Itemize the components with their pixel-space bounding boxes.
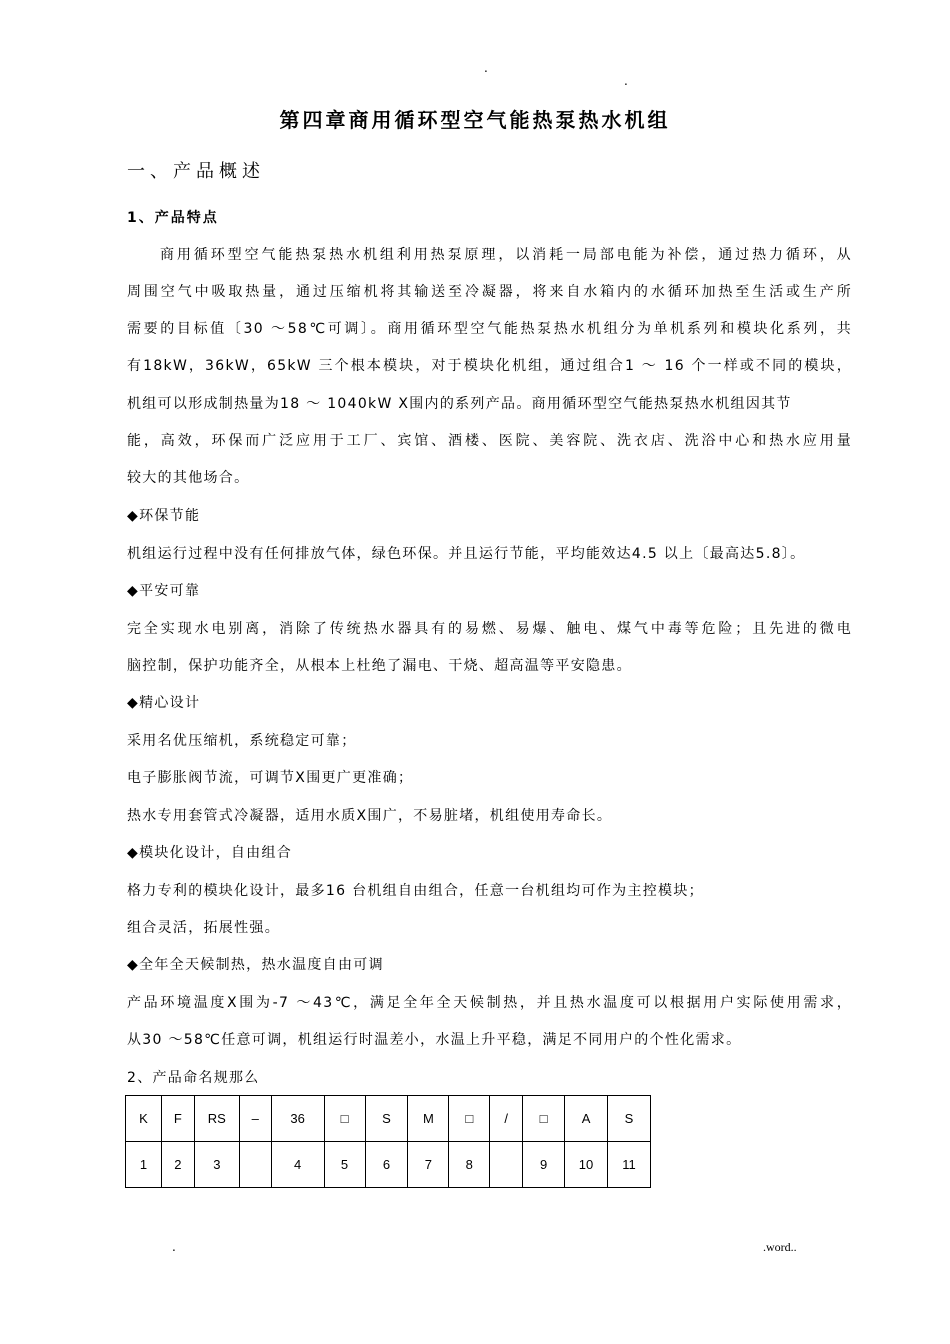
naming-table-row-codes xyxy=(126,1096,651,1142)
table-cell: 10 xyxy=(565,1142,608,1188)
table-cell xyxy=(239,1142,271,1188)
table-cell: S xyxy=(607,1096,650,1142)
table-cell: 9 xyxy=(523,1142,565,1188)
feature-text: 格力专利的模块化设计，最多16 台机组自由组合，任意一台机组均可作为主控模块； xyxy=(127,883,704,899)
footer-dot: . xyxy=(172,1240,176,1254)
table-cell: / xyxy=(490,1096,523,1142)
page-title: 第四章商用循环型空气能热泵热水机组 xyxy=(279,108,671,132)
table-cell: 4 xyxy=(271,1142,324,1188)
header-dot-right: . xyxy=(624,74,628,88)
intro-line: 周围空气中吸取热量，通过压缩机将其输送至冷凝器，将来自水箱内的水循环加热至生活或生产所 xyxy=(127,284,852,300)
feature-title-eco: ◆环保节能 xyxy=(127,508,201,524)
table-cell: □ xyxy=(523,1096,565,1142)
naming-table-row-indices xyxy=(126,1142,651,1188)
table-cell: □ xyxy=(324,1096,365,1142)
table-cell: 1 xyxy=(126,1142,162,1188)
feature-text: 从30 ～58℃任意可调，机组运行时温差小，水温上升平稳，满足不同用户的个性化需求。 xyxy=(127,1032,742,1048)
intro-line: 能，高效，环保而广泛应用于工厂、宾馆、酒楼、医院、美容院、洗衣店、洗浴中心和热水应用量 xyxy=(127,433,852,449)
table-cell: 11 xyxy=(607,1142,650,1188)
subsection-heading-naming: 2、产品命名规那么 xyxy=(127,1070,260,1086)
feature-text: 电子膨胀阀节流，可调节X围更广更准确； xyxy=(127,770,414,786)
feature-title-modular: ◆模块化设计，自由组合 xyxy=(127,845,293,861)
feature-title-safety: ◆平安可靠 xyxy=(127,583,201,599)
intro-line: 有18kW，36kW，65kW 三个根本模块，对于模块化机组，通过组合1 ～ 16 个一样或不同的模块， xyxy=(127,358,852,374)
feature-text: 完全实现水电别离，消除了传统热水器具有的易燃、易爆、触电、煤气中毒等危险；且先进的微电 xyxy=(127,621,852,637)
naming-table xyxy=(125,1095,651,1188)
intro-line: 商用循环型空气能热泵热水机组利用热泵原理，以消耗一局部电能为补偿，通过热力循环，从 xyxy=(160,247,852,263)
table-cell: 36 xyxy=(271,1096,324,1142)
table-cell: 2 xyxy=(161,1142,194,1188)
feature-text: 机组运行过程中没有任何排放气体，绿色环保。并且运行节能，平均能效达4.5 以上〔最高达5.8〕。 xyxy=(127,546,806,562)
subsection-heading-features: 1、产品特点 xyxy=(127,210,219,226)
table-cell: 6 xyxy=(365,1142,408,1188)
table-cell: F xyxy=(161,1096,194,1142)
intro-line: 需要的目标值〔30 ～58℃可调〕。商用循环型空气能热泵热水机组分为单机系列和模块化系列，共 xyxy=(127,321,852,337)
table-cell: M xyxy=(408,1096,449,1142)
table-cell: 8 xyxy=(449,1142,490,1188)
table-cell: 7 xyxy=(408,1142,449,1188)
feature-title-design: ◆精心设计 xyxy=(127,695,201,711)
footer-word-mark: .word.. xyxy=(763,1240,797,1254)
table-cell: 3 xyxy=(194,1142,239,1188)
table-cell: RS xyxy=(194,1096,239,1142)
section-heading: 一、产品概述 xyxy=(127,161,265,182)
table-cell: □ xyxy=(449,1096,490,1142)
feature-text: 脑控制，保护功能齐全，从根本上杜绝了漏电、干烧、超高温等平安隐患。 xyxy=(127,658,632,674)
table-cell: 5 xyxy=(324,1142,365,1188)
intro-line: 机组可以形成制热量为18 ～ 1040kW X围内的系列产品。商用循环型空气能热泵热水机组因其节 xyxy=(127,396,792,412)
feature-text: 采用名优压缩机，系统稳定可靠； xyxy=(127,733,357,749)
feature-title-all-weather: ◆全年全天候制热，热水温度自由可调 xyxy=(127,957,384,973)
feature-text: 产品环境温度X围为-7 ～43℃，满足全年全天候制热，并且热水温度可以根据用户实际使用需求， xyxy=(127,995,852,1011)
table-cell xyxy=(490,1142,523,1188)
feature-text: 组合灵活，拓展性强。 xyxy=(127,920,280,936)
table-cell: – xyxy=(239,1096,271,1142)
header-dot-left: . xyxy=(484,61,488,75)
table-cell: K xyxy=(126,1096,162,1142)
feature-text: 热水专用套管式冷凝器，适用水质X围广，不易脏堵，机组使用寿命长。 xyxy=(127,808,613,824)
intro-line: 较大的其他场合。 xyxy=(127,470,250,486)
table-cell: S xyxy=(365,1096,408,1142)
table-cell: A xyxy=(565,1096,608,1142)
